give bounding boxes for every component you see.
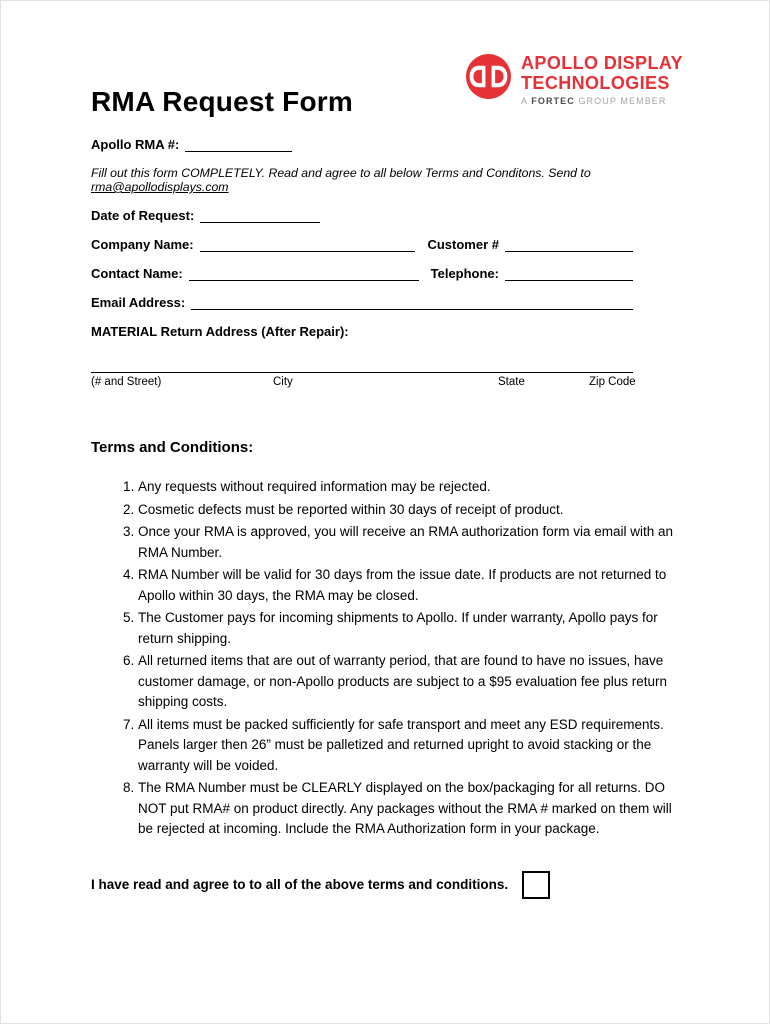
terms-heading: Terms and Conditions:	[91, 439, 254, 456]
return-address-blank[interactable]	[91, 361, 633, 373]
customer-number-blank[interactable]	[505, 249, 633, 252]
telephone-label: Telephone:	[430, 266, 499, 281]
tagline-fortec: FORTEC	[531, 96, 575, 107]
logo-name-line2: TECHNOLOGIES	[521, 73, 670, 94]
instructions-text: Fill out this form COMPLETELY. Read and agree to all below Terms and Conditons. Send to	[91, 166, 591, 180]
terms-list	[91, 477, 673, 840]
terms-item-8: 8. The RMA Number must be CLEARLY displayed on the box/packaging for all returns. DO NOT put RMA# on product directly. Any packages without the RMA # marked on them will be rejected at incoming. Include the RMA Authorization form in your package.	[138, 778, 673, 840]
customer-number-label: Customer #	[427, 237, 499, 252]
logo-name-line1: APOLLO DISPLAY	[521, 53, 683, 73]
agreement-checkbox[interactable]	[522, 871, 550, 899]
company-row	[91, 237, 633, 252]
logo-text	[521, 53, 683, 106]
terms-item-1: 1. Any requests without required information may be rejected.	[138, 477, 673, 498]
terms-section	[91, 439, 671, 840]
terms-item-3: 3. Once your RMA is approved, you will receive an RMA authorization form via email with an RMA Number.	[138, 522, 673, 563]
apollo-rma-row	[91, 137, 633, 152]
date-of-request-row	[91, 208, 633, 223]
instructions	[91, 166, 633, 194]
terms-item-7: 7. All items must be packed sufficiently for safe transport and meet any ESD requirements. Panels larger then 26” must be palletized and returned upright to avoid stacking or the warranty will be voided.	[138, 715, 673, 777]
logo-tagline	[521, 96, 683, 106]
state-sublabel: State	[498, 376, 525, 388]
tagline-prefix: A	[521, 96, 532, 107]
email-address-blank[interactable]	[191, 307, 633, 310]
street-sublabel: (# and Street)	[91, 376, 162, 388]
company-name-blank[interactable]	[200, 249, 416, 252]
terms-item-5: 5. The Customer pays for incoming shipments to Apollo. If under warranty, Apollo pays for return shipping.	[138, 608, 673, 649]
city-sublabel: City	[273, 376, 293, 388]
address-sublabels	[91, 376, 636, 392]
page-title: RMA Request Form	[91, 86, 353, 117]
agreement-text: I have read and agree to to all of the above terms and conditions.	[91, 877, 509, 893]
terms-item-2: 2. Cosmetic defects must be reported within 30 days of receipt of product.	[138, 500, 673, 521]
material-return-label: MATERIAL Return Address (After Repair):	[91, 324, 349, 339]
rma-email-link[interactable]: rma@apollodisplays.com	[91, 180, 229, 194]
contact-name-label: Contact Name:	[91, 266, 183, 281]
date-of-request-label: Date of Request:	[91, 208, 195, 223]
contact-row	[91, 266, 633, 281]
company-name-label: Company Name:	[91, 237, 194, 252]
customer-group	[427, 237, 633, 252]
rma-form-section	[91, 137, 636, 392]
telephone-blank[interactable]	[505, 278, 633, 281]
material-return-row	[91, 324, 633, 339]
telephone-group	[431, 266, 633, 281]
apollo-rma-blank[interactable]	[185, 149, 292, 152]
terms-item-6: 6. All returned items that are out of warranty period, that are found to have no issues, have customer damage, or non-Apollo products are subject to a $95 evaluation fee plus return shipping costs.	[138, 651, 673, 713]
email-row	[91, 295, 633, 310]
zip-sublabel: Zip Code	[589, 376, 636, 388]
email-address-label: Email Address:	[91, 295, 186, 310]
date-of-request-blank[interactable]	[200, 220, 320, 223]
company-logo	[465, 53, 683, 106]
terms-item-4: 4. RMA Number will be valid for 30 days from the issue date. If products are not returned to Apollo within 30 days, the RMA may be closed.	[138, 565, 673, 606]
apollo-logo-icon	[465, 53, 512, 100]
apollo-rma-label: Apollo RMA #:	[91, 137, 180, 152]
contact-name-blank[interactable]	[189, 278, 419, 281]
tagline-suffix: GROUP MEMBER	[574, 96, 667, 107]
agreement-section	[91, 871, 671, 899]
